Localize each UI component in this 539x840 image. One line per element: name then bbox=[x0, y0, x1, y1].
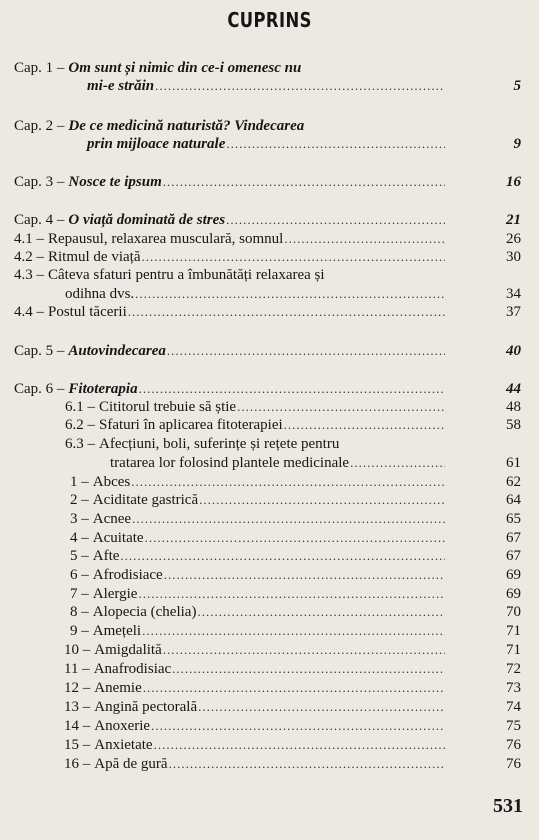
ailment-page: 65 bbox=[506, 511, 521, 527]
ailment-title: Abces bbox=[92, 474, 131, 490]
toc-section-6-3 bbox=[65, 436, 485, 454]
ailment-page: 76 bbox=[506, 737, 521, 753]
chapter-title: mi-e străin bbox=[87, 78, 155, 94]
ailment-number: 10 – bbox=[64, 642, 91, 658]
chapter-prefix: Cap. 1 – bbox=[14, 60, 65, 76]
section-title: Ritmul de viață bbox=[48, 249, 141, 265]
chapter-page: 16 bbox=[506, 174, 521, 190]
toc-section-4-3-cont bbox=[65, 286, 447, 304]
toc-section-4-4 bbox=[14, 304, 447, 322]
leader-dots bbox=[154, 737, 445, 753]
chapter-title: prin mijloace naturale bbox=[87, 136, 226, 152]
ailment-title: Angină pectorală bbox=[94, 699, 198, 715]
ailment-number: 15 – bbox=[64, 737, 91, 753]
toc-ailment bbox=[70, 586, 447, 604]
ailment-title: Amețeli bbox=[92, 623, 142, 639]
section-number: 6.1 – bbox=[65, 399, 95, 415]
chapter-page: 21 bbox=[506, 212, 521, 228]
leader-dots bbox=[198, 699, 445, 715]
ailment-number: 5 – bbox=[70, 548, 89, 564]
section-number: 6.2 – bbox=[65, 417, 95, 433]
section-number: 4.3 – bbox=[14, 267, 44, 283]
section-number: 4.1 – bbox=[14, 231, 44, 247]
toc-ailment bbox=[70, 511, 447, 529]
ailment-number: 14 – bbox=[64, 718, 91, 734]
toc-chapter-6 bbox=[14, 381, 447, 399]
ailment-number: 9 – bbox=[70, 623, 89, 639]
ailment-page: 71 bbox=[506, 623, 521, 639]
toc-ailment bbox=[70, 548, 447, 566]
chapter-page: 44 bbox=[506, 381, 521, 397]
toc-ailment bbox=[64, 699, 447, 717]
section-number: 4.2 – bbox=[14, 249, 44, 265]
ailment-page: 67 bbox=[506, 548, 521, 564]
toc-chapter-2 bbox=[14, 118, 474, 136]
ailment-title: Apă de gură bbox=[94, 756, 168, 772]
toc-ailment bbox=[70, 567, 447, 585]
leader-dots bbox=[169, 756, 445, 772]
toc-section-6-3-cont bbox=[110, 455, 447, 473]
section-number: 6.3 – bbox=[65, 436, 95, 452]
toc-ailment bbox=[64, 661, 447, 679]
section-title: tratarea lor folosind plantele medicinale bbox=[110, 455, 350, 471]
leader-dots bbox=[226, 136, 445, 152]
ailment-page: 73 bbox=[506, 680, 521, 696]
chapter-prefix: Cap. 5 – bbox=[14, 343, 65, 359]
ailment-number: 16 – bbox=[64, 756, 91, 772]
toc-ailment bbox=[64, 737, 447, 755]
section-title: Repausul, relaxarea musculară, somnul bbox=[48, 231, 284, 247]
leader-dots bbox=[135, 286, 445, 302]
chapter-prefix: Cap. 3 – bbox=[14, 174, 65, 190]
toc-section-6-2 bbox=[65, 417, 447, 435]
leader-dots bbox=[132, 511, 445, 527]
chapter-prefix: Cap. 2 – bbox=[14, 118, 65, 134]
leader-dots bbox=[151, 718, 445, 734]
chapter-title: Fitoterapia bbox=[68, 381, 138, 397]
toc-ailment bbox=[70, 492, 447, 510]
ailment-page: 71 bbox=[506, 642, 521, 658]
section-page: 34 bbox=[506, 286, 521, 302]
chapter-prefix: Cap. 4 – bbox=[14, 212, 65, 228]
section-page: 37 bbox=[506, 304, 521, 320]
toc-ailment bbox=[64, 680, 447, 698]
section-page: 30 bbox=[506, 249, 521, 265]
ailment-page: 72 bbox=[506, 661, 521, 677]
ailment-title: Alopecia (chelia) bbox=[92, 604, 197, 620]
toc-section-4-2 bbox=[14, 249, 447, 267]
toc-ailment bbox=[70, 604, 447, 622]
leader-dots bbox=[199, 492, 445, 508]
section-page: 26 bbox=[506, 231, 521, 247]
ailment-number: 1 – bbox=[70, 474, 89, 490]
leader-dots bbox=[120, 548, 445, 564]
section-page: 61 bbox=[506, 455, 521, 471]
toc-ailment bbox=[64, 642, 447, 660]
section-number: 4.4 – bbox=[14, 304, 44, 320]
toc-section-6-1 bbox=[65, 399, 447, 417]
ailment-number: 4 – bbox=[70, 530, 89, 546]
ailment-page: 69 bbox=[506, 567, 521, 583]
chapter-title: O viață dominată de stres bbox=[68, 212, 226, 228]
ailment-title: Afrodisiace bbox=[92, 567, 163, 583]
ailment-page: 70 bbox=[506, 604, 521, 620]
leader-dots bbox=[172, 661, 445, 677]
ailment-title: Aciditate gastrică bbox=[92, 492, 199, 508]
leader-dots bbox=[284, 231, 445, 247]
ailment-number: 7 – bbox=[70, 586, 89, 602]
leader-dots bbox=[128, 304, 445, 320]
toc-ailment bbox=[64, 718, 447, 736]
leader-dots bbox=[138, 586, 445, 602]
ailment-title: Anemie bbox=[94, 680, 142, 696]
ailment-title: Amigdalită bbox=[94, 642, 162, 658]
leader-dots bbox=[350, 455, 445, 471]
ailment-title: Afte bbox=[92, 548, 120, 564]
ailment-number: 13 – bbox=[64, 699, 91, 715]
ailment-number: 2 – bbox=[70, 492, 89, 508]
ailment-page: 76 bbox=[506, 756, 521, 772]
toc-ailment bbox=[64, 756, 447, 774]
toc-chapter-1 bbox=[14, 60, 434, 78]
toc-chapter-5 bbox=[14, 343, 447, 361]
ailment-number: 11 – bbox=[64, 661, 90, 677]
leader-dots bbox=[226, 212, 445, 228]
section-title: Sfaturi în aplicarea fitoterapiei bbox=[99, 417, 283, 433]
leader-dots bbox=[141, 249, 445, 265]
leader-dots bbox=[237, 399, 445, 415]
leader-dots bbox=[163, 174, 445, 190]
leader-dots bbox=[143, 680, 445, 696]
ailment-number: 6 – bbox=[70, 567, 89, 583]
toc-chapter-4 bbox=[14, 212, 447, 230]
toc-section-4-3 bbox=[14, 267, 484, 285]
chapter-page: 40 bbox=[506, 343, 521, 359]
ailment-title: Alergie bbox=[92, 586, 138, 602]
ailment-number: 3 – bbox=[70, 511, 89, 527]
ailment-number: 8 – bbox=[70, 604, 89, 620]
leader-dots bbox=[164, 567, 445, 583]
leader-dots bbox=[284, 417, 445, 433]
ailment-page: 62 bbox=[506, 474, 521, 490]
page-title: CUPRINS bbox=[227, 8, 312, 32]
toc-ailment bbox=[70, 530, 447, 548]
chapter-page: 9 bbox=[513, 136, 521, 152]
page-number: 531 bbox=[493, 795, 523, 817]
ailment-page: 67 bbox=[506, 530, 521, 546]
chapter-title: Om sunt și nimic din ce-i omenesc nu bbox=[68, 60, 302, 76]
ailment-title: Anoxerie bbox=[94, 718, 151, 734]
ailment-title: Anafrodisiac bbox=[93, 661, 172, 677]
toc-ailment bbox=[70, 474, 447, 492]
toc-chapter-2-cont bbox=[87, 136, 447, 154]
leader-dots bbox=[145, 530, 445, 546]
section-title: Afecțiuni, boli, suferințe și rețete pentru bbox=[99, 436, 340, 452]
ailment-page: 75 bbox=[506, 718, 521, 734]
ailment-title: Acnee bbox=[92, 511, 132, 527]
leader-dots bbox=[139, 381, 445, 397]
section-title: odihna dvs. bbox=[65, 286, 135, 302]
toc-chapter-3 bbox=[14, 174, 447, 192]
leader-dots bbox=[131, 474, 445, 490]
chapter-page: 5 bbox=[513, 78, 521, 94]
chapter-title: Autovindecarea bbox=[68, 343, 166, 359]
leader-dots bbox=[142, 623, 445, 639]
section-page: 58 bbox=[506, 417, 521, 433]
ailment-page: 64 bbox=[506, 492, 521, 508]
ailment-page: 69 bbox=[506, 586, 521, 602]
section-title: Postul tăcerii bbox=[48, 304, 127, 320]
toc-chapter-1-cont bbox=[87, 78, 447, 96]
chapter-prefix: Cap. 6 – bbox=[14, 381, 65, 397]
toc-section-4-1 bbox=[14, 231, 447, 249]
toc-ailment bbox=[70, 623, 447, 641]
ailment-title: Anxietate bbox=[94, 737, 153, 753]
leader-dots bbox=[167, 343, 445, 359]
section-title: Câteva sfaturi pentru a îmbunătăți relaxarea și bbox=[48, 267, 325, 283]
leader-dots bbox=[163, 642, 445, 658]
section-page: 48 bbox=[506, 399, 521, 415]
ailment-number: 12 – bbox=[64, 680, 91, 696]
ailment-page: 74 bbox=[506, 699, 521, 715]
ailment-title: Acuitate bbox=[92, 530, 144, 546]
section-title: Cititorul trebuie să știe bbox=[99, 399, 237, 415]
leader-dots bbox=[197, 604, 445, 620]
leader-dots bbox=[155, 78, 445, 94]
chapter-title: Nosce te ipsum bbox=[68, 174, 162, 190]
chapter-title: De ce medicină naturistă? Vindecarea bbox=[68, 118, 305, 134]
